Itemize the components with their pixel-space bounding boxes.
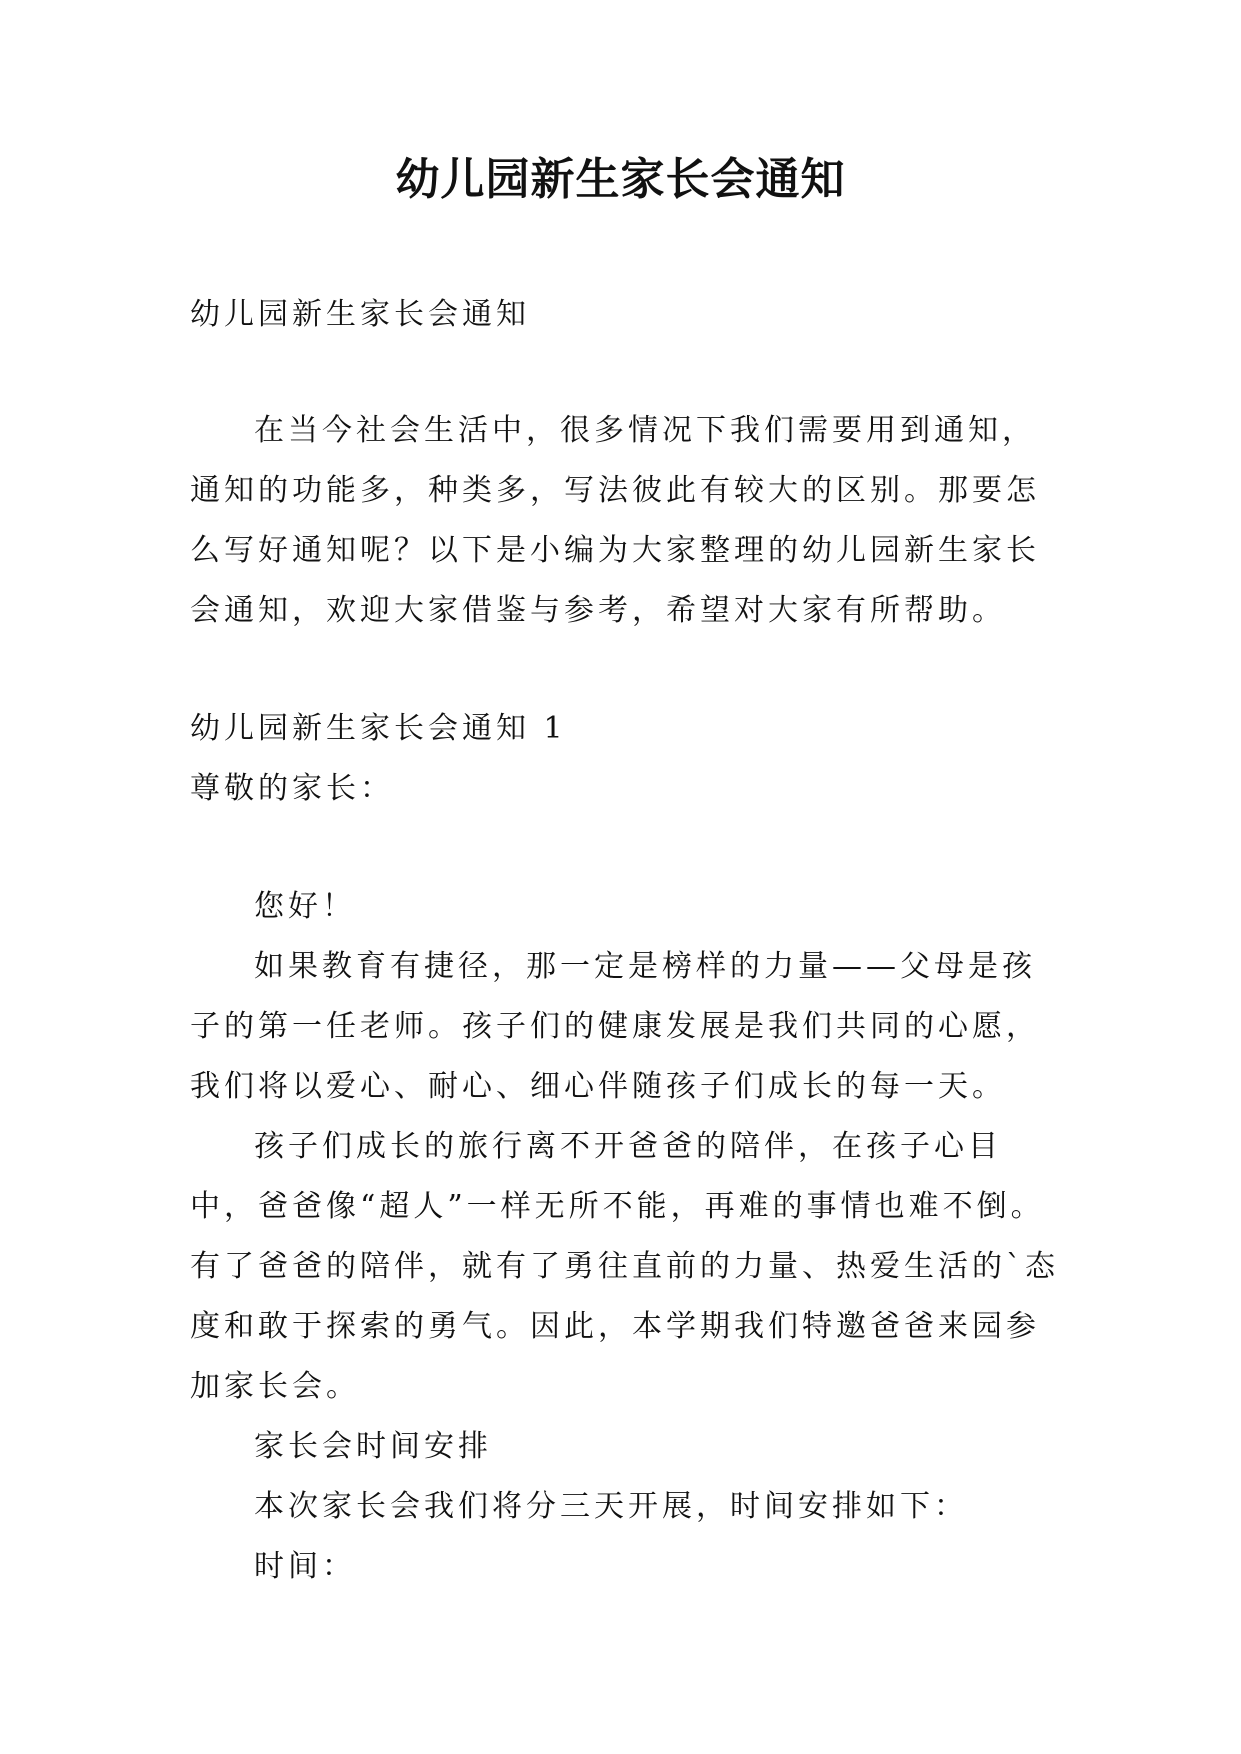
- paragraph-father-companionship: 孩子们成长的旅行离不开爸爸的陪伴，在孩子心目中，爸爸像“超人”一样无所不能，再难的事情也难不倒。有了爸爸的陪伴，就有了勇往直前的力量、热爱生活的`态度和敢于探索的勇气。因此，本学期我们特邀爸爸来园参加家长会。: [190, 1129, 1059, 1404]
- section-heading: 幼儿园新生家长会通知 1: [190, 711, 567, 746]
- intro-paragraph: 在当今社会生活中，很多情况下我们需要用到通知，通知的功能多，种类多，写法彼此有较大的区别。那要怎么写好通知呢？以下是小编为大家整理的幼儿园新生家长会通知，欢迎大家借鉴与参考，希望对大家有所帮助。: [190, 413, 1040, 628]
- greeting: 您好！: [254, 889, 356, 924]
- subheading: 幼儿园新生家长会通知: [190, 297, 530, 332]
- document-body: [190, 285, 1060, 1597]
- schedule-heading: 家长会时间安排: [254, 1429, 492, 1464]
- document-title: 幼儿园新生家长会通知: [395, 154, 846, 205]
- salutation: 尊敬的家长：: [190, 771, 394, 806]
- schedule-intro: 本次家长会我们将分三天开展，时间安排如下：: [254, 1489, 968, 1524]
- time-label: 时间：: [254, 1549, 356, 1584]
- paragraph-role-model: 如果教育有捷径，那一定是榜样的力量——父母是孩子的第一任老师。孩子们的健康发展是我们共同的心愿，我们将以爱心、耐心、细心伴随孩子们成长的每一天。: [190, 949, 1040, 1104]
